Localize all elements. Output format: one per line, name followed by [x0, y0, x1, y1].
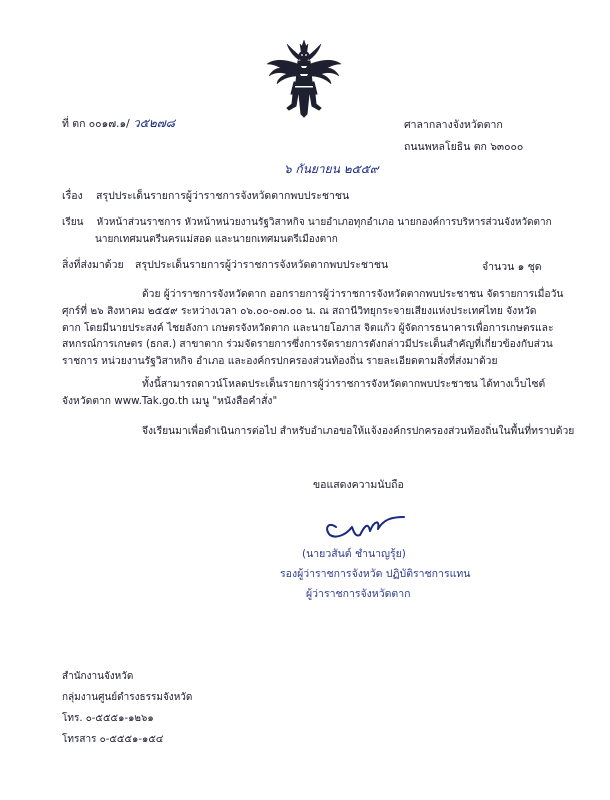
- doc-number-handwritten: ว๕๒๗๘: [133, 116, 176, 130]
- footer-fax: โทรสาร ๐-๕๕๕๑-๑๕๔: [62, 734, 164, 745]
- signer-name: (นายวสันต์ ชำนาญรุ้ย): [302, 548, 406, 560]
- subject-text: สรุปประเด็นรายการผู้ว่าราชการจังหวัดตากพบประชาชน: [96, 190, 350, 202]
- body-p1-line: ด้วย ผู้ว่าราชการจังหวัดตาก ออกรายการผู้ว่าราชการจังหวัดตากพบประชาชน จัดรายการเมื่อวัน: [142, 288, 564, 300]
- footer-phone: โทร. ๐-๕๕๕๑-๑๒๖๑: [62, 713, 154, 724]
- body-p1-line: สหกรณ์การเกษตร (ธกส.) สาขาตาก ร่วมจัดรายการซึ่งการจัดรายการดังกล่าวมีประเด็นสำคัญที่เกี่ยวข้องกับส่วน: [62, 338, 553, 351]
- subject-label: เรื่อง: [62, 190, 83, 202]
- footer-office: สำนักงานจังหวัด: [62, 671, 134, 682]
- body-p1-line: ราชการ หน่วยงานรัฐวิสาหกิจ อำเภอ และองค์กรปกครองส่วนท้องถิ่น รายละเอียดตามสิ่งที่ส่งมาด้วย: [62, 355, 498, 368]
- body-paragraph-1: [62, 286, 564, 370]
- signer-title-1: รองผู้ว่าราชการจังหวัด ปฏิบัติราชการแทน: [280, 568, 471, 580]
- body-p2-line: จังหวัดตาก www.Tak.go.th เมนู "หนังสือคำสั่ง": [62, 394, 278, 407]
- recipient-label: เรียน: [62, 217, 84, 228]
- enclosure-text: สรุปประเด็นรายการผู้ว่าราชการจังหวัดตากพบประชาชน: [135, 259, 389, 271]
- enclosure-count: จำนวน ๑ ชุด: [482, 261, 542, 273]
- enclosure-label: สิ่งที่ส่งมาด้วย: [62, 259, 124, 271]
- footer-division: กลุ่มงานศูนย์ดำรงธรรมจังหวัด: [62, 692, 193, 703]
- doc-number: [62, 116, 175, 131]
- recipient-line: [62, 216, 552, 230]
- body-p1-line: ตาก โดยมีนายประสงค์ ไชยลังกา เกษตรจังหวัดตาก และนายโอภาส จิตแก้ว ผู้จัดการธนาคารเพื่อการเกษตรและ: [62, 321, 554, 334]
- body-paragraph-3: จึงเรียนมาเพื่อดำเนินการต่อไป สำหรับอำเภอขอให้แจ้งองค์กรปกครองส่วนท้องถิ่นในพื้นที่ทราบด้วย: [142, 425, 575, 437]
- body-p1-line: ศุกร์ที่ ๒๖ สิงหาคม ๒๕๕๙ ระหว่างเวลา ๐๖.๐๐-๐๗.๐๐ น. ณ สถานีวิทยุกระจายเสียงแห่งประเทศไทย จังหวัด: [62, 304, 537, 317]
- subject-line: [62, 189, 349, 203]
- doc-number-prefix: ที่ ตก ๐๐๑๗.๑/: [62, 118, 130, 130]
- garuda-emblem-icon: [265, 38, 343, 118]
- recipient-line2: นายกเทศมนตรีนครแม่สอด และนายกเทศมนตรีเมืองตาก: [95, 234, 338, 245]
- closing-salutation: ขอแสดงความนับถือ: [313, 479, 404, 491]
- handwritten-signature-icon: [318, 505, 410, 545]
- office-address: ถนนพหลโยธิน ตก ๖๓๐๐๐: [404, 141, 524, 153]
- office-name: ศาลากลางจังหวัดตาก: [404, 119, 503, 131]
- body-p2-line: ทั้งนี้สามารถดาวน์โหลดประเด็นรายการผู้ว่าราชการจังหวัดตากพบประชาชน ได้ทางเว็บไซต์: [142, 378, 546, 390]
- enclosure-line: [62, 258, 388, 272]
- date-handwritten: ๖ กันยายน ๒๕๕๙: [284, 162, 379, 176]
- recipient-line1: หัวหน้าส่วนราชการ หัวหน้าหน่วยงานรัฐวิสาหกิจ นายอำเภอทุกอำเภอ นายกองค์การบริหารส่วนจังหวัดตาก: [96, 217, 552, 228]
- body-paragraph-2: [62, 376, 552, 410]
- signer-title-2: ผู้ว่าราชการจังหวัดตาก: [306, 588, 411, 600]
